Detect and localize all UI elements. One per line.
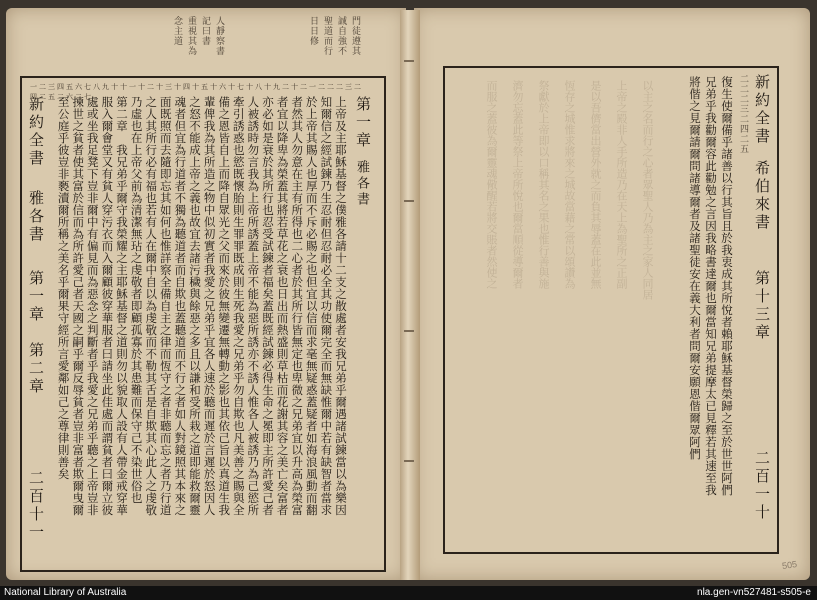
footer-bar [0,586,817,600]
top-note: 日日修 [308,16,318,46]
text-column: 乃虛也在上帝父前為清潔無玷之虔敬者即顧孤寡於其患難而保守己不染世俗也 [129,96,144,504]
bleed-through-column: 上帝之殿非人手所造乃在天上為聖所之正副 [615,80,628,289]
book-gutter [400,10,420,580]
top-note: 聖道而行 [322,16,332,56]
bleed-through-column: 是以吾儕當出營外就之而負其辱蓋在此並無 [589,80,602,289]
left-running-head: 新約全書 [27,96,45,168]
text-column: 輩俾我為其所造之物中似初實者我愛之兄弟乎宜各人速於聽而遲於言遲於怒因人 [202,96,217,516]
left-page-number: 二百十一 [27,470,45,542]
bleed-through-column: 祭獻於上帝即以口稱其名之果也惟行善與施 [537,80,550,289]
text-column: 於上帝其賜人也厚而不斥必賜之也但宜以信而求毫無疑惑蓋疑者如海浪風動而翻 [304,96,319,516]
left-running-book: 雅各書 [27,190,45,244]
text-column: 將偕之見爾請爾問諸導爾者及諸聖徒安在義大利者問爾安願恩偕爾眾阿們 [688,76,702,460]
text-column: 上帝及主耶穌基督之僕雅各請十二支之散處者安我兄弟乎爾遇諸試鍊當以為樂因 [334,96,348,516]
page-stamp: 505 [781,559,798,571]
text-column: 第二章 我兄弟乎爾守我榮耀之主耶穌基督之道則勿以貌取人設有人帶金戒穿華 [115,96,129,516]
right-chapter-label: 第十三章 [753,270,771,342]
chapter-label: 第一章 [354,96,372,150]
stitch-mark [404,460,414,462]
text-column: 兄弟乎我勸爾容此勸勉之言因我略書達爾也爾當知兄弟提摩太已見釋若其速至我 [704,76,718,496]
text-column: 者宜以降卑為榮蓋其將若草花之衰也日出而熱盛則草枯而花謝其容之美亡矣富者 [275,96,290,516]
text-column: 之怒不能成上帝之義也故宜去諸污穢與餘惡之多且以謙和受所栽之道即能救爾靈 [188,96,202,516]
text-column: 者然其人勿意在主有所得也二心者於其所行皆無定也卑微之兄弟宜以升高為榮富 [290,96,305,516]
text-column: 復生使爾備乎諸善以行其旨且於我衷成其所悅者賴耶穌基督榮歸之至於世世阿們 [720,76,734,496]
text-column: 揀世之貧者使其富於信而為所許愛己者天國之嗣乎爾反辱貧者豈非富者欺爾曳爾 [71,96,86,516]
text-column: 知爾信之經試鍊乃生忍耐但忍耐必全其功使爾完全而無缺惟爾中若有缺智者當求 [319,96,334,516]
left-running-chapters: 第一章 第二章 [27,270,45,396]
book-heading: 雅各書 [354,160,369,208]
top-note: 人靜察書 [214,16,224,56]
top-note: 誠自強不 [336,16,346,56]
stitch-mark [404,330,414,332]
text-column: 魂者但宜為行道者不獨為聽道者而自欺也蓋聽道而不行之者如人對鏡照其本來之 [173,96,188,516]
text-column: 面既照而去隨即忘其如何也惟詳察全備自主之律而恆守之者非聽而忘之者乃行道 [158,96,173,516]
right-page-number: 二百一十 [753,450,771,522]
top-note: 重視其為 [186,16,196,56]
top-note: 門徒遵其 [350,16,360,56]
verse-number-row: 一二三四五六七八九十十一十二十三十四十五十六十七十八十九二十二一二二二三二四二五二六二七 [30,83,363,101]
text-column: 至公庭乎彼豈非褻瀆爾所稱之美名乎爾果守經所言愛鄰如己之尊律則善矣 [56,96,71,480]
text-column: 之人其所行必有福也若有人在爾中自以為虔敬而不勒其舌是自欺其心此人之虔敬 [144,96,159,516]
bleed-through-column: 恆存之城惟求將來之城故當藉之常以頌讚為 [563,80,576,289]
bleed-through-column: 以主之名而行之心者眾聖人乃為主之家人同居 [641,80,654,300]
text-column: 人被誘時勿言我為上帝所誘蓋上帝不能為惡所誘亦不誘人惟各人被誘乃為己慾所 [246,96,261,516]
stitch-mark [404,200,414,202]
text-column: 亦必如是衰於其所行也忍受試鍊者福矣蓋既經試鍊必得生命之冕即主所許愛己者 [261,96,275,516]
text-column: 處或坐我足凳下豈非爾中有偏見而為惡念之判斷者乎我愛之兄弟乎聽之上帝豈非 [85,96,100,516]
bleed-through-column: 而服之蓋彼為爾靈魂儆醒若將交賬者然使之 [485,80,498,289]
right-running-book: 希伯來書 [753,160,771,232]
footer-library-name: National Library of Australia [4,587,127,598]
right-verse-numbers: 二二二三二四二五 [738,74,748,154]
top-note: 記曰書 [200,16,210,46]
footer-identifier: nla.gen-vn527481-s505-e [697,587,811,598]
stitch-mark [404,60,414,62]
text-column: 牽引誘惑也慾既懷胎則生罪罪既成則生死我愛之兄弟乎勿自欺也凡美善之賜與全 [231,96,246,516]
bleed-through-column: 濟勿忘蓋此等祭上帝所悅也爾當順從導爾者 [511,80,524,289]
text-column: 備之恩皆自上而降自眾光之父而來於彼無變遷無轉動之影也其依己旨以真道生我 [217,96,232,516]
top-note: 念主道 [172,16,182,46]
right-running-head: 新約全書 [753,74,771,146]
text-column: 服入爾會堂又有貧人穿污衣而入爾顧彼穿華服者曰請坐此佳處而謂貧者曰爾立彼 [100,96,115,516]
